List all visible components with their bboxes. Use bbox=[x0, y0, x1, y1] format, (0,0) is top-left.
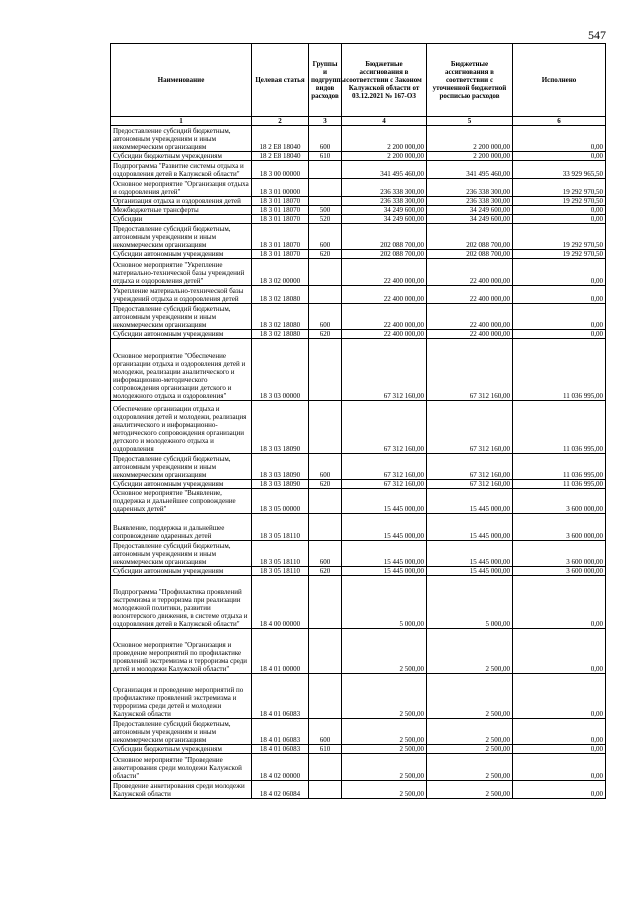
row-target-article: 18 3 03 18090 bbox=[252, 454, 309, 480]
row-executed: 11 036 995,00 bbox=[513, 454, 606, 480]
column-number: 6 bbox=[513, 117, 606, 126]
row-executed: 0,00 bbox=[513, 206, 606, 215]
row-expense-group bbox=[309, 781, 342, 799]
row-refined-allocation: 15 445 000,00 bbox=[427, 541, 513, 567]
header-name: Наименование bbox=[111, 44, 252, 117]
column-number: 4 bbox=[342, 117, 427, 126]
row-expense-group bbox=[309, 259, 342, 286]
row-expense-group: 600 bbox=[309, 126, 342, 152]
row-target-article: 18 3 01 18070 bbox=[252, 215, 309, 224]
row-expense-group bbox=[309, 514, 342, 541]
row-executed: 19 292 970,50 bbox=[513, 179, 606, 197]
table-row bbox=[111, 541, 606, 567]
budget-table bbox=[110, 43, 606, 799]
row-refined-allocation: 2 200 000,00 bbox=[427, 126, 513, 152]
table-row bbox=[111, 206, 606, 215]
row-name: Субсидии автономным учреждениям bbox=[111, 567, 252, 576]
header-refined-allocations: Бюджетные ассигнования в соответствии с уточненной бюджетной росписью расходов bbox=[427, 44, 513, 117]
row-law-allocation: 34 249 600,00 bbox=[342, 206, 427, 215]
row-refined-allocation: 2 200 000,00 bbox=[427, 152, 513, 161]
table-row bbox=[111, 629, 606, 674]
row-target-article: 18 3 02 18080 bbox=[252, 304, 309, 330]
row-target-article: 18 4 01 06083 bbox=[252, 674, 309, 719]
table-row bbox=[111, 286, 606, 304]
row-expense-group: 600 bbox=[309, 224, 342, 250]
row-expense-group bbox=[309, 161, 342, 179]
row-target-article: 18 4 01 06083 bbox=[252, 719, 309, 745]
row-name: Субсидии автономным учреждениям bbox=[111, 480, 252, 489]
row-executed: 33 929 965,50 bbox=[513, 161, 606, 179]
row-law-allocation: 22 400 000,00 bbox=[342, 259, 427, 286]
table-row bbox=[111, 781, 606, 799]
table-row bbox=[111, 224, 606, 250]
row-refined-allocation: 22 400 000,00 bbox=[427, 286, 513, 304]
row-expense-group bbox=[309, 754, 342, 781]
row-expense-group bbox=[309, 339, 342, 401]
row-refined-allocation: 2 500,00 bbox=[427, 781, 513, 799]
row-name: Выявление, поддержка и дальнейшее сопровождение одаренных детей bbox=[111, 514, 252, 541]
header-expense-groups: Группы и подгруппы видов расходов bbox=[309, 44, 342, 117]
row-target-article: 18 3 05 18110 bbox=[252, 541, 309, 567]
table-row bbox=[111, 304, 606, 330]
page-number: 547 bbox=[588, 28, 606, 42]
row-name: Основное мероприятие "Выявление, поддержка и дальнейшее сопровождение одаренных детей" bbox=[111, 489, 252, 514]
row-name: Укрепление материально-технической базы учреждений отдыха и оздоровления детей bbox=[111, 286, 252, 304]
row-target-article: 18 3 00 00000 bbox=[252, 161, 309, 179]
row-expense-group: 620 bbox=[309, 250, 342, 259]
row-name: Проведение анкетирования среди молодежи Калужской области bbox=[111, 781, 252, 799]
row-expense-group bbox=[309, 489, 342, 514]
row-refined-allocation: 2 500,00 bbox=[427, 745, 513, 754]
row-target-article: 18 3 02 00000 bbox=[252, 259, 309, 286]
column-number-row bbox=[111, 117, 606, 126]
row-target-article: 18 4 01 06083 bbox=[252, 745, 309, 754]
row-name: Подпрограмма "Профилактика проявлений экстремизма и терроризма при реализации молодежной политики, развитии волонтерского движения, в системе отдыха и оздоровления детей в Калужской области" bbox=[111, 576, 252, 629]
row-executed: 3 600 000,00 bbox=[513, 489, 606, 514]
row-name: Предоставление субсидий бюджетным, автономным учреждениям и иным некоммерческим организациям bbox=[111, 541, 252, 567]
row-executed: 19 292 970,50 bbox=[513, 224, 606, 250]
row-executed: 19 292 970,50 bbox=[513, 197, 606, 206]
table-row bbox=[111, 567, 606, 576]
table-row bbox=[111, 152, 606, 161]
row-expense-group bbox=[309, 629, 342, 674]
row-expense-group: 610 bbox=[309, 745, 342, 754]
row-target-article: 18 3 03 18090 bbox=[252, 480, 309, 489]
row-executed: 19 292 970,50 bbox=[513, 250, 606, 259]
row-executed: 0,00 bbox=[513, 304, 606, 330]
header-target-article: Целевая статья bbox=[252, 44, 309, 117]
row-refined-allocation: 2 500,00 bbox=[427, 719, 513, 745]
row-refined-allocation: 34 249 600,00 bbox=[427, 215, 513, 224]
row-target-article: 18 2 E8 18040 bbox=[252, 152, 309, 161]
row-expense-group bbox=[309, 286, 342, 304]
row-refined-allocation: 22 400 000,00 bbox=[427, 304, 513, 330]
row-law-allocation: 2 500,00 bbox=[342, 629, 427, 674]
row-law-allocation: 236 338 300,00 bbox=[342, 179, 427, 197]
table-row bbox=[111, 259, 606, 286]
row-expense-group: 600 bbox=[309, 304, 342, 330]
row-law-allocation: 67 312 160,00 bbox=[342, 339, 427, 401]
row-target-article: 18 4 02 06084 bbox=[252, 781, 309, 799]
header-law-allocations: Бюджетные ассигнования в соответствии с Законом Калужской области от 03.12.2021 № 167-ОЗ bbox=[342, 44, 427, 117]
row-executed: 11 036 995,00 bbox=[513, 339, 606, 401]
row-expense-group: 600 bbox=[309, 541, 342, 567]
table-row bbox=[111, 126, 606, 152]
row-name: Субсидии бюджетным учреждениям bbox=[111, 152, 252, 161]
row-refined-allocation: 341 495 460,00 bbox=[427, 161, 513, 179]
row-target-article: 18 3 01 18070 bbox=[252, 197, 309, 206]
table-row bbox=[111, 250, 606, 259]
row-executed: 0,00 bbox=[513, 576, 606, 629]
row-name: Предоставление субсидий бюджетным, автономным учреждениям и иным некоммерческим организациям bbox=[111, 454, 252, 480]
row-refined-allocation: 67 312 160,00 bbox=[427, 454, 513, 480]
table-row bbox=[111, 197, 606, 206]
row-executed: 0,00 bbox=[513, 330, 606, 339]
row-name: Обеспечение организации отдыха и оздоровления детей и молодежи, реализация аналитического и информационно-методического сопровождения организации детского и молодежного отдыха и оздоровления bbox=[111, 401, 252, 454]
row-refined-allocation: 236 338 300,00 bbox=[427, 179, 513, 197]
row-refined-allocation: 67 312 160,00 bbox=[427, 480, 513, 489]
table-row bbox=[111, 480, 606, 489]
table-row bbox=[111, 339, 606, 401]
row-name: Основное мероприятие "Обеспечение организации отдыха и оздоровления детей и молодежи, реализации аналитического и информационно-методического сопровождения организации детского и молодежного отдыха и оздоровления" bbox=[111, 339, 252, 401]
row-law-allocation: 341 495 460,00 bbox=[342, 161, 427, 179]
table-row bbox=[111, 179, 606, 197]
row-refined-allocation: 22 400 000,00 bbox=[427, 259, 513, 286]
row-refined-allocation: 67 312 160,00 bbox=[427, 339, 513, 401]
row-expense-group: 620 bbox=[309, 330, 342, 339]
row-executed: 0,00 bbox=[513, 152, 606, 161]
row-expense-group: 520 bbox=[309, 215, 342, 224]
column-number: 3 bbox=[309, 117, 342, 126]
row-name: Предоставление субсидий бюджетным, автономным учреждениям и иным некоммерческим организациям bbox=[111, 304, 252, 330]
row-expense-group: 620 bbox=[309, 480, 342, 489]
table-row bbox=[111, 576, 606, 629]
row-refined-allocation: 202 088 700,00 bbox=[427, 224, 513, 250]
row-target-article: 18 3 01 00000 bbox=[252, 179, 309, 197]
row-expense-group: 600 bbox=[309, 454, 342, 480]
row-target-article: 18 2 E8 18040 bbox=[252, 126, 309, 152]
row-target-article: 18 3 01 18070 bbox=[252, 250, 309, 259]
row-executed: 0,00 bbox=[513, 781, 606, 799]
row-executed: 11 036 995,00 bbox=[513, 401, 606, 454]
row-executed: 3 600 000,00 bbox=[513, 514, 606, 541]
row-name: Межбюджетные трансферты bbox=[111, 206, 252, 215]
row-target-article: 18 4 00 00000 bbox=[252, 576, 309, 629]
row-law-allocation: 67 312 160,00 bbox=[342, 401, 427, 454]
row-target-article: 18 3 02 18080 bbox=[252, 330, 309, 339]
row-executed: 3 600 000,00 bbox=[513, 567, 606, 576]
header-executed: Исполнено bbox=[513, 44, 606, 117]
row-target-article: 18 3 05 18110 bbox=[252, 514, 309, 541]
row-refined-allocation: 202 088 700,00 bbox=[427, 250, 513, 259]
row-name: Основное мероприятие "Проведение анкетирования среди молодежи Калужской области" bbox=[111, 754, 252, 781]
row-law-allocation: 22 400 000,00 bbox=[342, 330, 427, 339]
row-refined-allocation: 236 338 300,00 bbox=[427, 197, 513, 206]
row-law-allocation: 202 088 700,00 bbox=[342, 224, 427, 250]
row-expense-group bbox=[309, 179, 342, 197]
table-row bbox=[111, 489, 606, 514]
row-law-allocation: 2 200 000,00 bbox=[342, 152, 427, 161]
row-expense-group bbox=[309, 674, 342, 719]
table-row bbox=[111, 674, 606, 719]
row-refined-allocation: 22 400 000,00 bbox=[427, 330, 513, 339]
row-expense-group: 620 bbox=[309, 567, 342, 576]
table-row bbox=[111, 754, 606, 781]
row-refined-allocation: 67 312 160,00 bbox=[427, 401, 513, 454]
table-row bbox=[111, 514, 606, 541]
column-number: 5 bbox=[427, 117, 513, 126]
row-name: Субсидии автономным учреждениям bbox=[111, 330, 252, 339]
row-law-allocation: 236 338 300,00 bbox=[342, 197, 427, 206]
row-target-article: 18 4 02 00000 bbox=[252, 754, 309, 781]
row-expense-group bbox=[309, 197, 342, 206]
row-target-article: 18 3 01 18070 bbox=[252, 206, 309, 215]
row-name: Организация и проведение мероприятий по профилактике проявлений экстремизма и терроризма среди детей и молодежи Калужской области bbox=[111, 674, 252, 719]
table-row bbox=[111, 215, 606, 224]
table-row bbox=[111, 330, 606, 339]
row-law-allocation: 22 400 000,00 bbox=[342, 304, 427, 330]
column-number: 2 bbox=[252, 117, 309, 126]
row-law-allocation: 67 312 160,00 bbox=[342, 454, 427, 480]
row-name: Субсидии автономным учреждениям bbox=[111, 250, 252, 259]
row-expense-group bbox=[309, 401, 342, 454]
row-law-allocation: 67 312 160,00 bbox=[342, 480, 427, 489]
table-row bbox=[111, 454, 606, 480]
row-executed: 0,00 bbox=[513, 674, 606, 719]
row-name: Основное мероприятие "Организация отдыха и оздоровления детей" bbox=[111, 179, 252, 197]
row-refined-allocation: 15 445 000,00 bbox=[427, 514, 513, 541]
row-law-allocation: 2 500,00 bbox=[342, 719, 427, 745]
row-law-allocation: 34 249 600,00 bbox=[342, 215, 427, 224]
row-name: Субсидии bbox=[111, 215, 252, 224]
row-expense-group: 500 bbox=[309, 206, 342, 215]
table-body bbox=[111, 126, 606, 799]
row-expense-group: 610 bbox=[309, 152, 342, 161]
row-executed: 0,00 bbox=[513, 215, 606, 224]
row-law-allocation: 15 445 000,00 bbox=[342, 489, 427, 514]
row-target-article: 18 3 02 18080 bbox=[252, 286, 309, 304]
row-executed: 0,00 bbox=[513, 629, 606, 674]
row-law-allocation: 15 445 000,00 bbox=[342, 541, 427, 567]
row-law-allocation: 2 500,00 bbox=[342, 754, 427, 781]
row-refined-allocation: 15 445 000,00 bbox=[427, 567, 513, 576]
row-name: Основное мероприятие "Организация и проведение мероприятий по профилактике проявлений экстремизма и терроризма среди детей и молодежи Калужской области" bbox=[111, 629, 252, 674]
row-name: Субсидии бюджетным учреждениям bbox=[111, 745, 252, 754]
row-executed: 0,00 bbox=[513, 126, 606, 152]
column-number: 1 bbox=[111, 117, 252, 126]
row-name: Предоставление субсидий бюджетным, автономным учреждениям и иным некоммерческим организациям bbox=[111, 719, 252, 745]
row-executed: 3 600 000,00 bbox=[513, 541, 606, 567]
table-row bbox=[111, 719, 606, 745]
row-law-allocation: 202 088 700,00 bbox=[342, 250, 427, 259]
row-law-allocation: 2 200 000,00 bbox=[342, 126, 427, 152]
row-expense-group: 600 bbox=[309, 719, 342, 745]
row-name: Подпрограмма "Развитие системы отдыха и оздоровления детей в Калужской области" bbox=[111, 161, 252, 179]
row-refined-allocation: 34 249 600,00 bbox=[427, 206, 513, 215]
table-row bbox=[111, 745, 606, 754]
row-target-article: 18 3 01 18070 bbox=[252, 224, 309, 250]
table-row bbox=[111, 161, 606, 179]
row-refined-allocation: 15 445 000,00 bbox=[427, 489, 513, 514]
row-executed: 0,00 bbox=[513, 286, 606, 304]
row-executed: 0,00 bbox=[513, 745, 606, 754]
row-executed: 0,00 bbox=[513, 259, 606, 286]
row-law-allocation: 2 500,00 bbox=[342, 674, 427, 719]
row-target-article: 18 3 03 00000 bbox=[252, 339, 309, 401]
table-row bbox=[111, 401, 606, 454]
row-name: Предоставление субсидий бюджетным, автономным учреждениям и иным некоммерческим организациям bbox=[111, 224, 252, 250]
row-executed: 11 036 995,00 bbox=[513, 480, 606, 489]
row-executed: 0,00 bbox=[513, 719, 606, 745]
row-law-allocation: 15 445 000,00 bbox=[342, 514, 427, 541]
header-row bbox=[111, 44, 606, 117]
row-target-article: 18 3 03 18090 bbox=[252, 401, 309, 454]
row-law-allocation: 15 445 000,00 bbox=[342, 567, 427, 576]
row-target-article: 18 4 01 00000 bbox=[252, 629, 309, 674]
row-target-article: 18 3 05 00000 bbox=[252, 489, 309, 514]
row-executed: 0,00 bbox=[513, 754, 606, 781]
row-name: Предоставление субсидий бюджетным, автономным учреждениям и иным некоммерческим организациям bbox=[111, 126, 252, 152]
row-refined-allocation: 2 500,00 bbox=[427, 674, 513, 719]
row-name: Основное мероприятие "Укрепление материально-технической базы учреждений отдыха и оздоровления детей" bbox=[111, 259, 252, 286]
row-name: Организация отдыха и оздоровления детей bbox=[111, 197, 252, 206]
row-law-allocation: 5 000,00 bbox=[342, 576, 427, 629]
row-refined-allocation: 2 500,00 bbox=[427, 754, 513, 781]
row-law-allocation: 2 500,00 bbox=[342, 781, 427, 799]
row-target-article: 18 3 05 18110 bbox=[252, 567, 309, 576]
row-law-allocation: 2 500,00 bbox=[342, 745, 427, 754]
row-expense-group bbox=[309, 576, 342, 629]
row-law-allocation: 22 400 000,00 bbox=[342, 286, 427, 304]
row-refined-allocation: 2 500,00 bbox=[427, 629, 513, 674]
row-refined-allocation: 5 000,00 bbox=[427, 576, 513, 629]
